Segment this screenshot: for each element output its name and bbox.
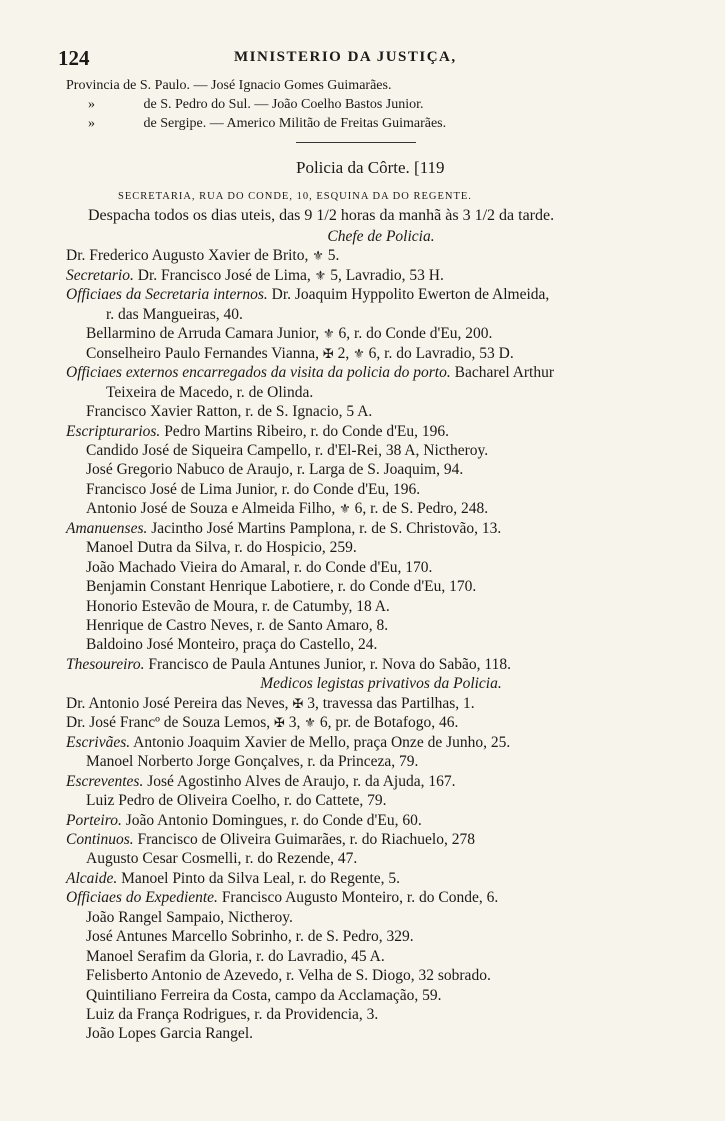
entry-role-label: Officiaes do Expediente. [66, 889, 218, 907]
directory-entry [86, 558, 432, 577]
page-number: 124 [58, 46, 90, 70]
section-address: SECRETARIA, RUA DO CONDE, 10, ESQUINA DA DO REGENTE. [118, 191, 472, 202]
entry-text: Pedro Martins Ribeiro, r. do Conde d'Eu, 196. [160, 422, 449, 440]
directory-entry [66, 888, 498, 907]
section-title: Policia da Côrte. [119 [296, 158, 445, 177]
directory-entry [86, 616, 388, 635]
section-subheading [66, 227, 696, 246]
entry-role-label: Officiaes da Secretaria internos. [66, 286, 268, 304]
order-rose-icon: ⚜ [304, 716, 316, 732]
order-rose-icon: ⚜ [314, 268, 327, 284]
entry-text: Francisco José de Lima Junior, r. do Conde d'Eu, 196. [86, 480, 421, 498]
entry-text: 6, r. do Lavradio, 53 D. [364, 344, 514, 362]
entry-text: José Agostinho Alves de Araujo, r. da Ajuda, 167. [143, 772, 456, 790]
directory-entry [86, 480, 420, 499]
entry-text: 6, r. de S. Pedro, 248. [350, 500, 489, 518]
entry-text: 3, [284, 714, 305, 732]
directory-entry [86, 597, 390, 616]
entry-text: Antonio José de Souza e Almeida Filho, [86, 500, 340, 518]
entry-role-label: Secretario. [66, 266, 134, 284]
entry-text: Dr. José Francº de Souza Lemos, [66, 714, 274, 732]
entry-role-label: Amanuenses. [66, 519, 148, 537]
subheading-text: Chefe de Policia. [327, 228, 435, 245]
directory-entry [86, 402, 372, 421]
directory-entry [66, 830, 475, 849]
entry-text: Antonio Joaquim Xavier de Mello, praça Onze de Junho, 25. [130, 733, 511, 751]
directory-entry [86, 966, 491, 985]
entry-role-label: Thesoureiro. [66, 655, 145, 673]
directory-entry [86, 344, 514, 364]
province-entry: de S. Paulo. — José Ignacio Gomes Guimarães. [119, 78, 392, 93]
directory-entry [86, 986, 442, 1005]
entry-text: 5, Lavradio, 53 H. [326, 266, 444, 284]
entry-text: 6, pr. de Botafogo, 46. [315, 714, 459, 732]
entry-text: Luiz da França Rodrigues, r. da Providencia, 3. [86, 1006, 379, 1023]
entry-text: Augusto Cesar Cosmelli, r. do Rezende, 47. [86, 850, 358, 868]
order-rose-icon: ⚜ [353, 346, 365, 362]
entry-role-label: Alcaide. [66, 869, 118, 887]
entry-text: Bacharel Arthur [450, 364, 555, 382]
entry-text: Candido José de Siqueira Campello, r. d'El-Rei, 38 A, Nictheroy. [86, 441, 489, 459]
directory-entry [86, 908, 293, 927]
directory-entry [66, 519, 501, 538]
directory-entry [86, 791, 386, 810]
entry-role-label: Officiaes externos encarregados da visita da policia do porto. [66, 364, 451, 382]
entry-text: Quintiliano Ferreira da Costa, campo da Acclamação, 59. [86, 986, 442, 1004]
entry-role-label: Escrivães. [66, 733, 131, 751]
entry-text: Dr. Frederico Augusto Xavier de Brito, [66, 247, 313, 265]
entry-text: Francisco de Oliveira Guimarães, r. do Riachuelo, 278 [133, 830, 475, 848]
entry-text: Manoel Serafim da Gloria, r. do Lavradio, 45 A. [86, 947, 385, 965]
directory-entry [86, 947, 385, 966]
entry-role-label: Porteiro. [66, 811, 122, 829]
subheading-text: Medicos legistas privativos da Policia. [260, 675, 502, 693]
order-cross-icon: ✠ [274, 716, 285, 732]
directory-entry [86, 324, 492, 344]
directory-entry [66, 713, 458, 733]
order-rose-icon: ⚜ [312, 249, 324, 265]
entry-text: Dr. Antonio José Pereira das Neves, [66, 694, 293, 712]
entry-text: Bellarmino de Arruda Camara Junior, [86, 325, 323, 343]
directory-entry [66, 363, 554, 382]
directory-entry [86, 441, 488, 460]
directory-entry [66, 655, 511, 674]
entry-text: Dr. Francisco José de Lima, [133, 266, 315, 284]
province-line [66, 76, 391, 95]
province-line [66, 95, 424, 114]
entry-role-label: Escripturarios. [66, 422, 161, 440]
directory-entry [86, 849, 357, 868]
section-subheading [66, 674, 696, 693]
entry-text: João Rangel Sampaio, Nictheroy. [86, 908, 293, 926]
province-entry: de S. Pedro do Sul. — João Coelho Bastos Junior. [140, 97, 424, 112]
entry-text: 5. [323, 247, 340, 265]
entry-text: Conselheiro Paulo Fernandes Vianna, [86, 344, 323, 362]
directory-entry [86, 752, 418, 771]
entry-text: r. das Mangueiras, 40. [106, 305, 243, 323]
entry-text: Manoel Pinto da Silva Leal, r. do Regente, 5. [117, 869, 401, 887]
entry-text: Jacintho José Martins Pamplona, r. de S. Christovão, 13. [147, 519, 502, 537]
entry-text: Benjamin Constant Henrique Labotiere, r. do Conde d'Eu, 170. [86, 578, 477, 596]
entry-text: Baldoino José Monteiro, praça do Castello, 24. [86, 636, 378, 654]
directory-entry [66, 266, 444, 286]
directory-entry [66, 422, 449, 441]
entry-text: José Antunes Marcello Sobrinho, r. de S. Pedro, 329. [86, 928, 414, 946]
province-label: » [88, 97, 95, 112]
entry-text: João Antonio Domingues, r. do Conde d'Eu, 60. [121, 811, 422, 829]
directory-entry [86, 538, 357, 557]
order-rose-icon: ⚜ [322, 327, 335, 343]
directory-entry [86, 927, 414, 946]
entry-text: Teixeira de Macedo, r. de Olinda. [106, 383, 314, 401]
order-rose-icon: ⚜ [339, 502, 351, 518]
order-cross-icon: ✠ [292, 696, 304, 712]
directory-entry [66, 246, 339, 266]
order-cross-icon: ✠ [322, 346, 334, 362]
province-entry: de Sergipe. — Americo Militão de Freitas Guimarães. [140, 116, 447, 131]
entry-text: 3, travessa das Partilhas, 1. [303, 694, 475, 712]
directory-entry [66, 733, 510, 752]
entry-text: João Lopes Garcia Rangel. [86, 1025, 253, 1043]
entry-text: Dr. Joaquim Hyppolito Ewerton de Almeida, [267, 286, 550, 304]
directory-entry [86, 635, 377, 654]
province-label: Provincia [66, 78, 120, 93]
section-hours: Despacha todos os dias uteis, das 9 1/2 horas da manhã às 3 1/2 da tarde. [88, 207, 555, 224]
directory-entry [86, 499, 488, 519]
directory-entry [66, 694, 475, 714]
entry-text: Francisco Xavier Ratton, r. de S. Ignacio, 5 A. [86, 403, 373, 421]
entry-text: João Machado Vieira do Amaral, r. do Conde d'Eu, 170. [86, 558, 433, 576]
entry-text: Felisberto Antonio de Azevedo, r. Velha de S. Diogo, 32 sobrado. [86, 967, 491, 985]
page-header [58, 46, 696, 72]
directory-entry [106, 305, 243, 324]
entry-text: Luiz Pedro de Oliveira Coelho, r. do Cattete, 79. [86, 792, 387, 810]
directory-entry [66, 772, 455, 791]
entry-text: Francisco de Paula Antunes Junior, r. Nova do Sabão, 118. [144, 655, 511, 673]
entry-text: Manoel Norberto Jorge Gonçalves, r. da Princeza, 79. [86, 753, 419, 771]
province-line [66, 114, 446, 133]
entry-text: Henrique de Castro Neves, r. de Santo Amaro, 8. [86, 617, 389, 634]
running-title: MINISTERIO DA JUSTIÇA, [234, 49, 457, 65]
entry-role-label: Continuos. [66, 830, 134, 848]
entry-role-label: Escreventes. [66, 772, 144, 790]
entry-text: Manoel Dutra da Silva, r. do Hospicio, 259. [86, 539, 357, 557]
directory-entry [66, 811, 422, 830]
entry-text: 2, [333, 344, 354, 362]
section-divider [296, 142, 416, 143]
directory-entry [86, 460, 463, 479]
directory-entry [86, 577, 476, 596]
directory-entry [86, 1024, 253, 1043]
directory-entry [86, 1005, 378, 1024]
directory-entry [66, 869, 400, 888]
entry-text: José Gregorio Nabuco de Araujo, r. Larga de S. Joaquim, 94. [86, 461, 464, 479]
entry-text: Honorio Estevão de Moura, r. de Catumby, 18 A. [86, 597, 390, 615]
directory-entry [66, 285, 549, 304]
entry-text: 6, r. do Conde d'Eu, 200. [334, 325, 493, 343]
directory-entry [106, 383, 313, 402]
entry-text: Francisco Augusto Monteiro, r. do Conde, 6. [217, 889, 499, 907]
province-label: » [88, 116, 95, 131]
